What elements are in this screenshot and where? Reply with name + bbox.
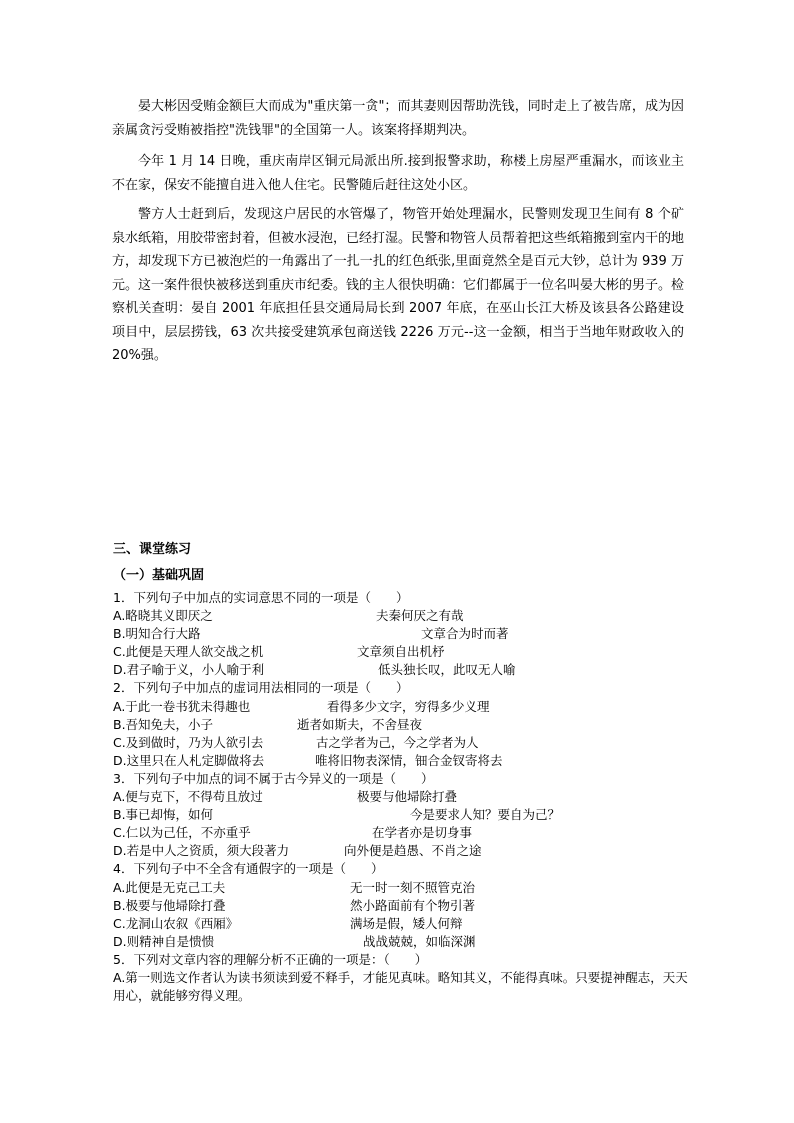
question-stem: 2．下列句子中加点的虚词用法相同的一项是（ ） <box>113 680 409 696</box>
question-stem: 3．下列句子中加点的词不属于古今异义的一项是（ ） <box>113 770 434 786</box>
section-title: 三、课堂练习 <box>113 542 192 557</box>
option-row: A.略晓其义即厌之 夫秦何厌之有哉 <box>113 608 464 624</box>
option-row: D.君子喻于义，小人喻于利 低头独长叹，此叹无人喻 <box>113 662 516 678</box>
option-row: A.于此一卷书犹未得趣也 看得多少文字，穷得多少义理 <box>113 698 490 714</box>
option-row: D.若是中人之资质，须大段著力 向外便是趋愚、不肖之途 <box>113 843 482 859</box>
body-paragraph: 今年 1 月 14 日晚，重庆南岸区铜元局派出所.接到报警求助，称楼上房屋严重漏水，而该业主不在家，保安不能擅自进入他人住宅。民警随后赶往这处小区。 <box>112 154 684 193</box>
option-row: B.明知合行大路 文章合为时而著 <box>113 626 509 642</box>
option-row: C.及到做时，乃为人欲引去 古之学者为己，今之学者为人 <box>113 734 479 750</box>
exercise-list <box>113 589 693 1006</box>
option-row: C.此便是天理人欲交战之机 文章须自出机杼 <box>113 644 445 660</box>
body-paragraph: 晏大彬因受贿金额巨大而成为"重庆第一贪"；而其妻则因帮助洗钱，同时走上了被告席，成为因亲属贪污受贿被指控"洗钱罪"的全国第一人。该案将择期判决。 <box>112 99 684 138</box>
question-stem: 4．下列句子中不全含有通假字的一项是（ ） <box>113 861 384 877</box>
option-row: C.仁以为己任，不亦重乎 在学者亦是切身事 <box>113 825 473 841</box>
subsection-title: （一）基础巩固 <box>113 568 205 583</box>
option-row: B.极要与他埽除打叠 然小路面前有个物引著 <box>113 897 476 913</box>
question-stem: 1．下列句子中加点的实词意思不同的一项是（ ） <box>113 590 409 605</box>
option-row: B.吾知免夫，小子 逝者如斯夫，不舍昼夜 <box>113 716 423 732</box>
option-row: A.此便是无克己工夫 无一时一刻不照管克治 <box>113 879 476 895</box>
question-stem: 5．下列对文章内容的理解分析不正确的一项是：（ ） <box>113 951 428 967</box>
option-row: A.第一则选文作者认为读书须读到爱不释手，才能见真味。略知其义，不能得真味。只要提神醒志，天天用心，就能够穷得义理。 <box>113 969 688 1004</box>
option-row: A.便与克下，不得苟且放过 极要与他埽除打叠 <box>113 789 458 805</box>
option-row: B.事已却悔，如何 今是要求人知？要自为己？ <box>113 807 561 823</box>
body-paragraph: 警方人士赶到后，发现这户居民的水管爆了，物管开始处理漏水，民警则发现卫生间有 8 个矿泉水纸箱，用胶带密封着，但被水浸泡，已经打湿。民警和物管人员帮着把这些纸箱搬到室内干的地方，却发现下方已被泡烂的一角露出了一扎一扎的红色纸张,里面竟然全是百元大钞，总计为 939 万元。这一案件很快被移送到重庆市纪委。钱的主人很快明确：它们都属于一位名叫晏大彬的男子。检察机关查明：晏自 2001 年底担任县交通局局长到 2007 年底，在巫山长江大桥及该县各公路建设项目中，层层捞钱，63 次共接受建筑承包商送钱 2226 万元--这一金额，相当于当地年财政收入的 20%强。 <box>112 207 685 363</box>
option-row: C.龙洞山农叙《西厢》 满场是假，矮人何辩 <box>113 915 463 931</box>
option-row: D.这里只在人札定脚做将去 唯将旧物表深情，钿合金钗寄将去 <box>113 752 503 768</box>
option-row: D.则精神自是愦愦 战战兢兢，如临深渊 <box>113 933 476 949</box>
